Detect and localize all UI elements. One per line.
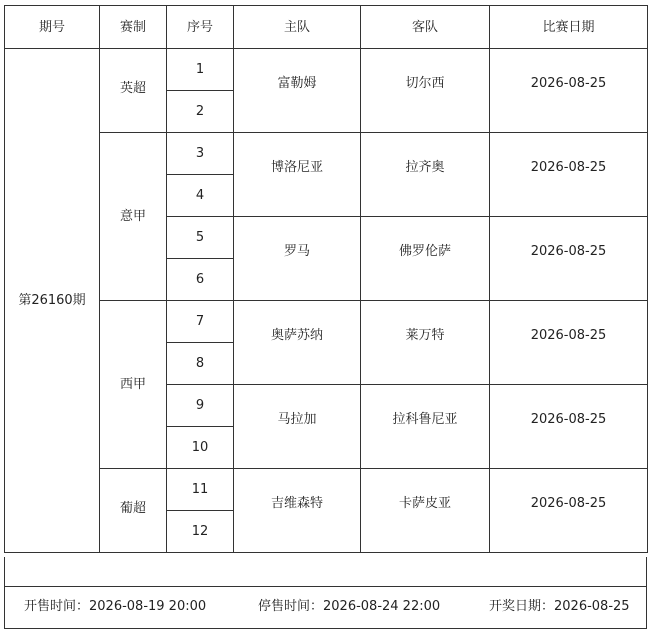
seq-cell: 2 — [167, 91, 234, 133]
home-team-cell: 罗马 — [234, 217, 361, 301]
away-team-cell: 莱万特 — [361, 301, 490, 385]
away-team-cell: 佛罗伦萨 — [361, 217, 490, 301]
match-date-cell: 2026-08-25 — [490, 217, 648, 301]
sale-stop-time: 停售时间：2026-08-24 22:00 — [258, 599, 441, 614]
home-team-cell: 吉维森特 — [234, 469, 361, 553]
seq-cell: 3 — [167, 133, 234, 175]
match-date-cell: 2026-08-25 — [490, 469, 648, 553]
seq-cell: 11 — [167, 469, 234, 511]
footer — [4, 586, 647, 629]
seq-cell: 7 — [167, 301, 234, 343]
league-cell: 西甲 — [100, 301, 167, 469]
seq-cell: 5 — [167, 217, 234, 259]
away-team-cell: 拉科鲁尼亚 — [361, 385, 490, 469]
header-away: 客队 — [361, 6, 490, 49]
seq-cell: 8 — [167, 343, 234, 385]
league-cell: 英超 — [100, 49, 167, 133]
header-league: 赛制 — [100, 6, 167, 49]
home-team-cell: 奥萨苏纳 — [234, 301, 361, 385]
away-team-cell: 切尔西 — [361, 49, 490, 133]
header-period: 期号 — [5, 6, 100, 49]
seq-cell: 6 — [167, 259, 234, 301]
seq-cell: 1 — [167, 49, 234, 91]
away-team-cell: 拉齐奥 — [361, 133, 490, 217]
header-home: 主队 — [234, 6, 361, 49]
seq-cell: 10 — [167, 427, 234, 469]
header-date: 比赛日期 — [490, 6, 648, 49]
table-row — [5, 301, 648, 343]
period-cell: 第26160期 — [5, 49, 100, 553]
header-seq: 序号 — [167, 6, 234, 49]
home-team-cell: 马拉加 — [234, 385, 361, 469]
seq-cell: 4 — [167, 175, 234, 217]
sale-start-time: 开售时间：2026-08-19 20:00 — [24, 599, 207, 614]
schedule-table — [4, 5, 648, 553]
away-team-cell: 卡萨皮亚 — [361, 469, 490, 553]
match-date-cell: 2026-08-25 — [490, 301, 648, 385]
table-row — [5, 49, 648, 91]
table-row — [5, 133, 648, 175]
match-date-cell: 2026-08-25 — [490, 385, 648, 469]
match-date-cell: 2026-08-25 — [490, 49, 648, 133]
league-cell: 意甲 — [100, 133, 167, 301]
seq-cell: 12 — [167, 511, 234, 553]
header-row — [5, 6, 648, 49]
table-row — [5, 469, 648, 511]
blank-row — [4, 557, 647, 587]
home-team-cell: 博洛尼亚 — [234, 133, 361, 217]
draw-date: 开奖日期：2026-08-25 — [489, 599, 630, 614]
match-date-cell: 2026-08-25 — [490, 133, 648, 217]
home-team-cell: 富勒姆 — [234, 49, 361, 133]
seq-cell: 9 — [167, 385, 234, 427]
league-cell: 葡超 — [100, 469, 167, 553]
